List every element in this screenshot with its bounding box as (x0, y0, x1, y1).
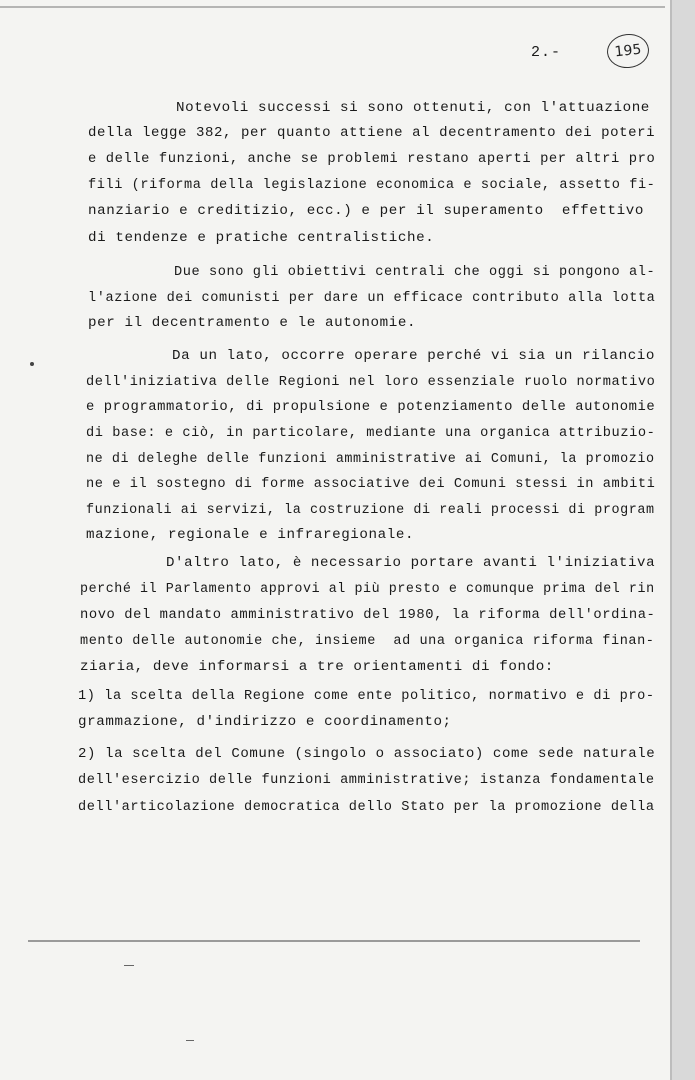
text-line: e delle funzioni, anche se problemi restano aperti per altri pro (88, 151, 656, 167)
text-line: novo del mandato amministrativo del 1980, la riforma dell'ordina- (80, 607, 656, 623)
text-line: di tendenze e pratiche centralistiche. (88, 230, 435, 246)
text-line: grammazione, d'indirizzo e coordinamento; (78, 714, 452, 730)
text-line: 2) la scelta del Comune (singolo o associato) come sede naturale (78, 746, 656, 762)
stamp-number: 195 (613, 41, 643, 61)
text-line: per il decentramento e le autonomie. (88, 315, 417, 331)
text-line: l'azione dei comunisti per dare un efficace contributo alla lotta (88, 290, 656, 306)
text-line: dell'articolazione democratica dello Stato per la promozione della (78, 799, 655, 815)
text-line: ne di deleghe delle funzioni amministrative ai Comuni, la promozio (86, 451, 655, 467)
text-line: dell'iniziativa delle Regioni nel loro essenziale ruolo normativo (86, 374, 656, 390)
text-line: mento delle autonomie che, insieme ad una organica riforma finan- (80, 633, 655, 649)
text-line: perché il Parlamento approvi al più presto e comunque prima del rin (80, 581, 655, 597)
page-number: 2.- (531, 44, 562, 61)
text-line: e programmatorio, di propulsione e potenziamento delle autonomie (86, 399, 656, 415)
text-line: funzionali ai servizi, la costruzione di reali processi di program (86, 502, 655, 518)
text-line: ziaria, deve informarsi a tre orientamenti di fondo: (80, 659, 554, 675)
margin-dot (30, 362, 34, 366)
text-line: Da un lato, occorre operare perché vi sia un rilancio (172, 348, 656, 364)
page-top-edge (0, 6, 665, 8)
text-line: ne e il sostegno di forme associative dei Comuni stessi in ambiti (86, 476, 656, 492)
text-line: di base: e ciò, in particolare, mediante una organica attribuzio- (86, 425, 656, 441)
separator-rule (28, 940, 640, 942)
scan-speck (124, 965, 134, 966)
archive-stamp (605, 32, 650, 70)
text-line: Notevoli successi si sono ottenuti, con l'attuazione (176, 100, 650, 116)
text-line: Due sono gli obiettivi centrali che oggi si pongono al- (174, 264, 656, 280)
text-line: fili (riforma della legislazione economica e sociale, assetto fi- (88, 177, 656, 193)
scan-speck (186, 1040, 194, 1041)
text-line: nanziario e creditizio, ecc.) e per il superamento effettivo (88, 203, 644, 219)
text-line: 1) la scelta della Regione come ente politico, normativo e di pro- (78, 688, 655, 704)
text-line: della legge 382, per quanto attiene al decentramento dei poteri (88, 125, 656, 141)
text-line: dell'esercizio delle funzioni amministrative; istanza fondamentale (78, 772, 655, 788)
text-line: D'altro lato, è necessario portare avanti l'iniziativa (166, 555, 656, 571)
text-line: mazione, regionale e infraregionale. (86, 527, 415, 543)
